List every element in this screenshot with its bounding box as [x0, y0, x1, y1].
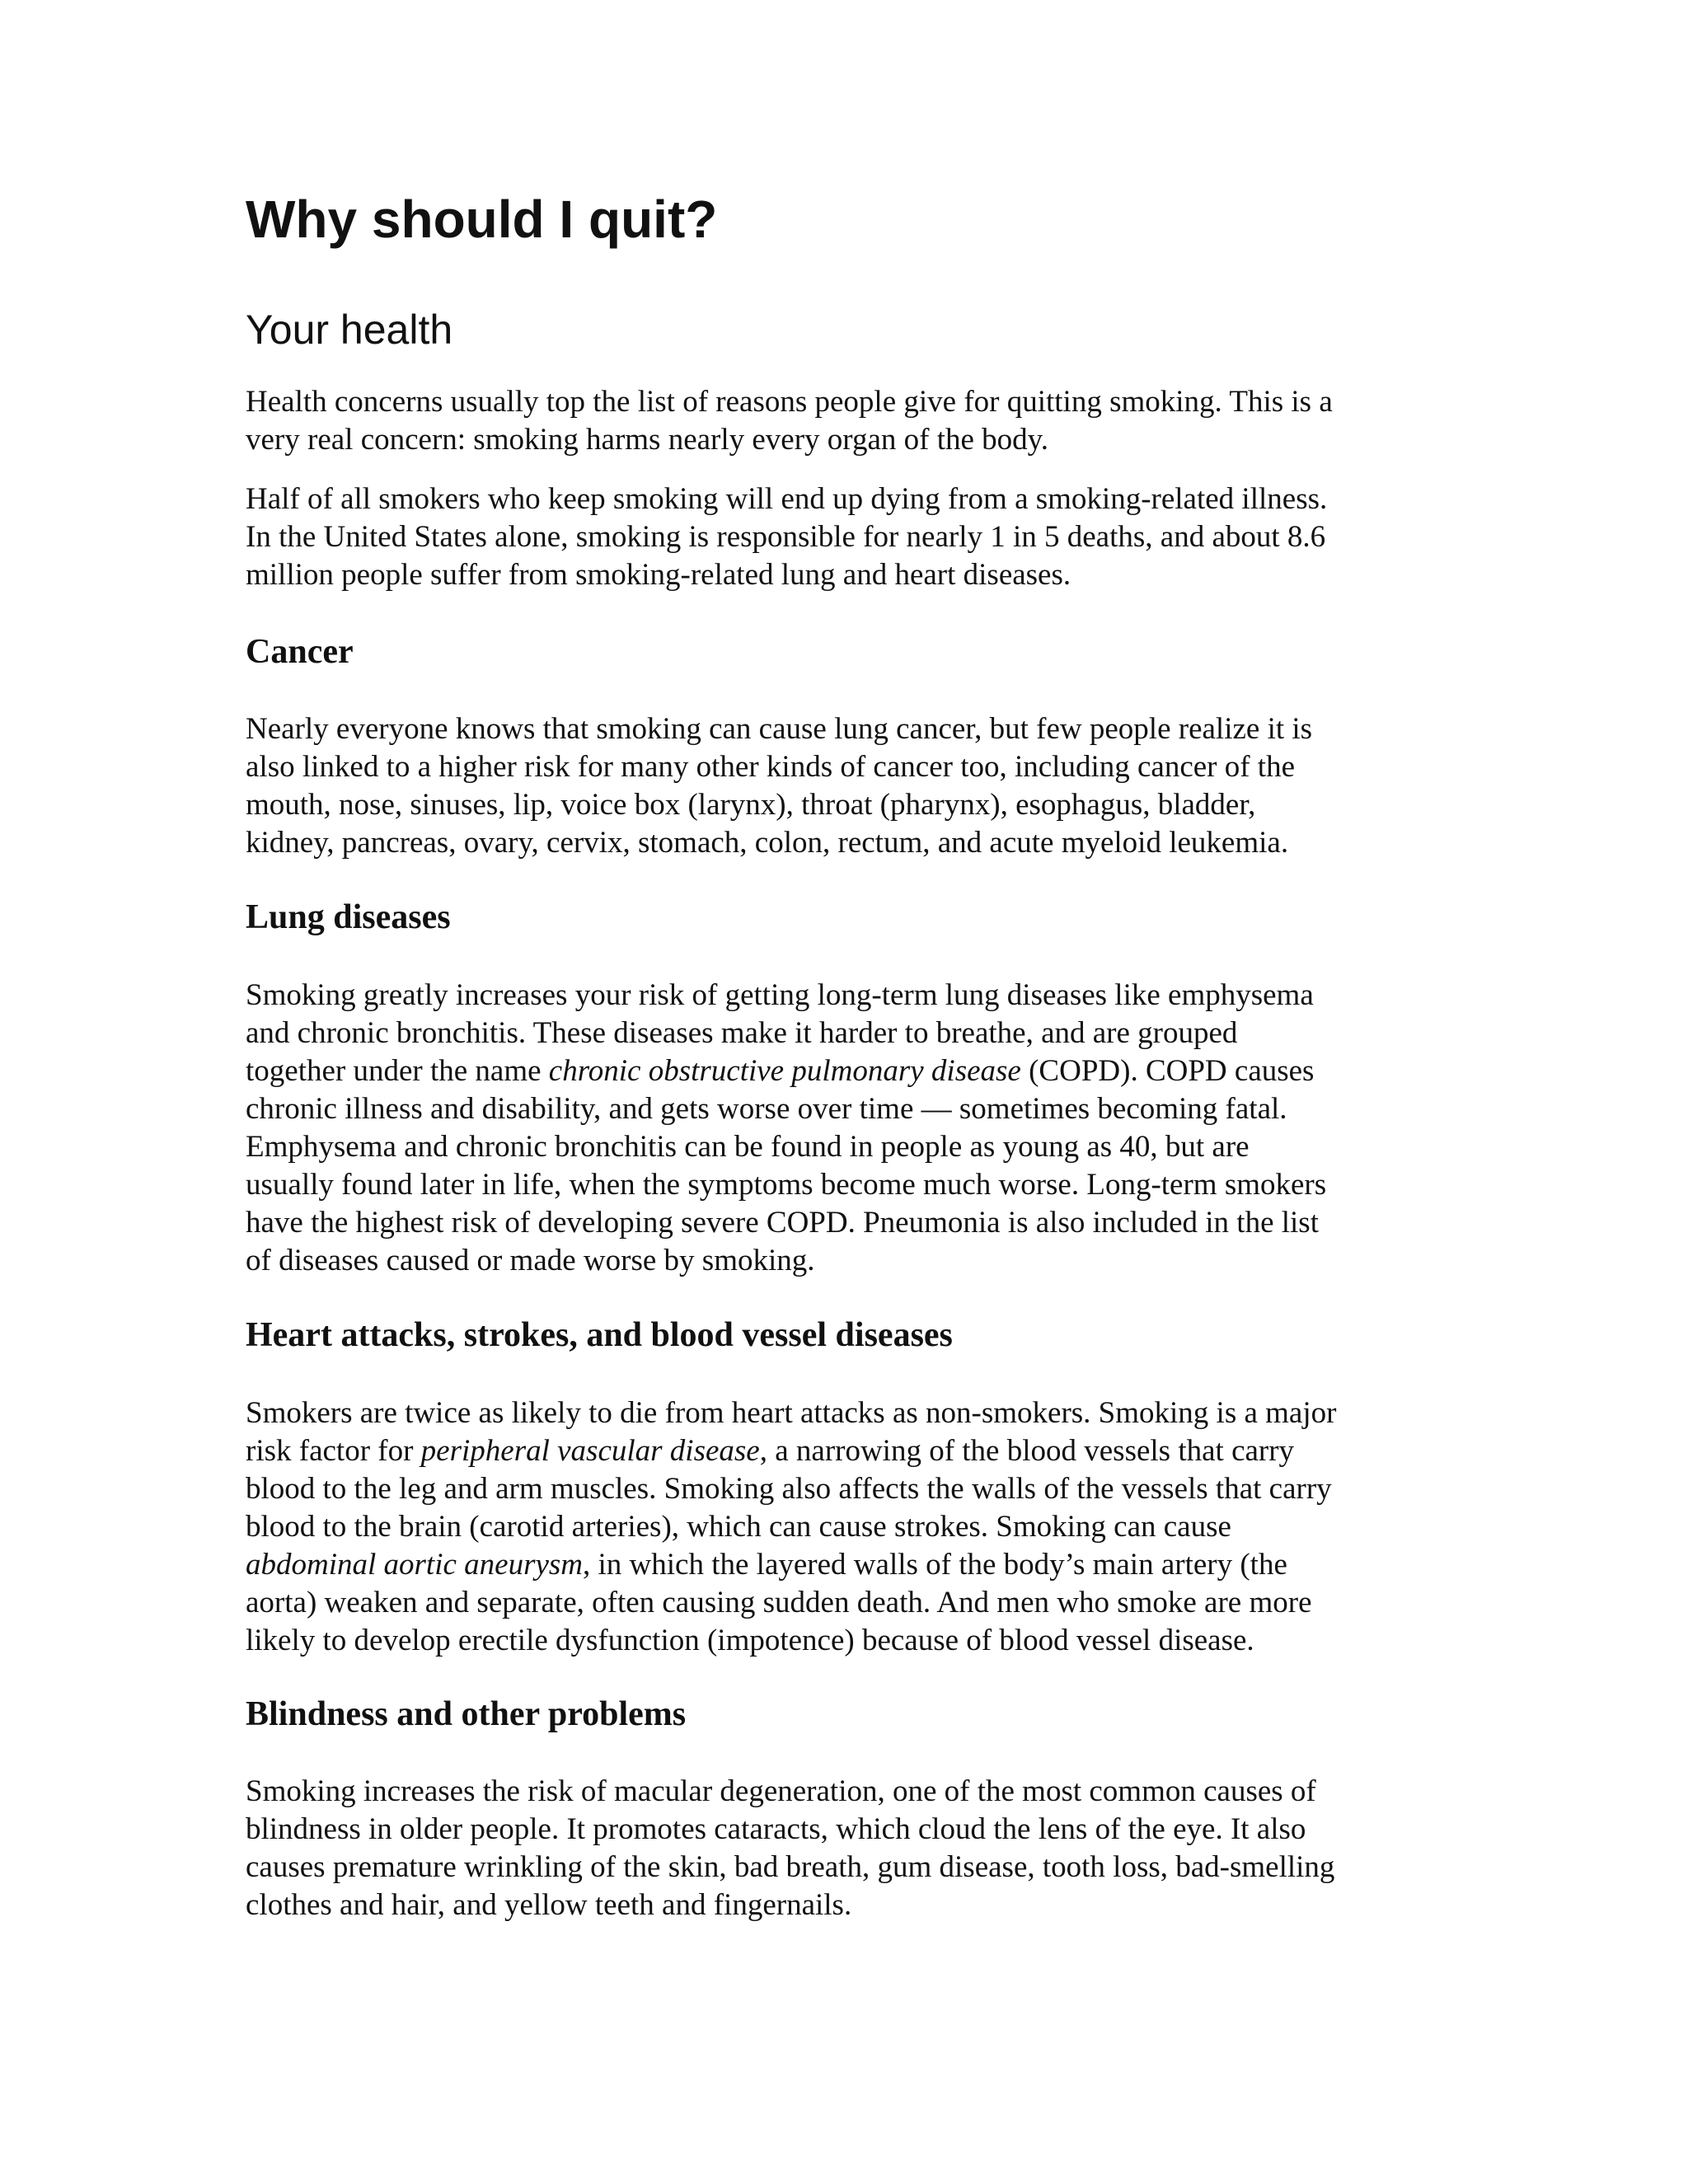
- text-line: In the United States alone, smoking is responsible for nearly 1 in 5 deaths, and about 8.6: [246, 520, 1326, 554]
- text-run: (COPD). COPD causes: [1020, 1054, 1315, 1088]
- text-line: Smokers are twice as likely to die from heart attacks as non-smokers. Smoking is a major: [246, 1396, 1337, 1430]
- text-line: blindness in older people. It promotes cataracts, which cloud the lens of the eye. It also: [246, 1812, 1306, 1846]
- text-line: Health concerns usually top the list of reasons people give for quitting smoking. This is a: [246, 385, 1333, 419]
- text-line: mouth, nose, sinuses, lip, voice box (larynx), throat (pharynx), esophagus, bladder,: [246, 788, 1256, 822]
- text-line: million people suffer from smoking-related lung and heart diseases.: [246, 558, 1071, 592]
- text-line: chronic illness and disability, and gets worse over time — sometimes becoming fatal.: [246, 1092, 1287, 1126]
- intro-paragraph-2: [246, 480, 1442, 594]
- term-copd: chronic obstructive pulmonary disease: [548, 1054, 1021, 1088]
- text-line: have the highest risk of developing severe COPD. Pneumonia is also included in the list: [246, 1206, 1319, 1240]
- heart-paragraph: [246, 1394, 1442, 1660]
- text-line: usually found later in life, when the symptoms become much worse. Long-term smokers: [246, 1168, 1327, 1202]
- text-run: , in which the layered walls of the body’s main artery (the: [583, 1548, 1287, 1582]
- cancer-paragraph: [246, 710, 1442, 862]
- text-line: Smoking greatly increases your risk of getting long-term lung diseases like emphysema: [246, 978, 1314, 1012]
- heading-cancer: Cancer: [246, 633, 354, 671]
- text-line: blood to the leg and arm muscles. Smoking also affects the walls of the vessels that carry: [246, 1472, 1332, 1506]
- section-title-your-health: Your health: [246, 307, 453, 353]
- text-line: and chronic bronchitis. These diseases make it harder to breathe, and are grouped: [246, 1016, 1238, 1050]
- text-run: , a narrowing of the blood vessels that carry: [759, 1434, 1295, 1468]
- text-line: likely to develop erectile dysfunction (impotence) because of blood vessel disease.: [246, 1624, 1254, 1657]
- text-line: kidney, pancreas, ovary, cervix, stomach, colon, rectum, and acute myeloid leukemia.: [246, 826, 1289, 860]
- text-line: Emphysema and chronic bronchitis can be found in people as young as 40, but are: [246, 1130, 1250, 1164]
- text-run: risk factor for: [246, 1434, 421, 1468]
- text-line: very real concern: smoking harms nearly every organ of the body.: [246, 423, 1048, 457]
- text-line: also linked to a higher risk for many other kinds of cancer too, including cancer of the: [246, 750, 1296, 784]
- heading-blindness: Blindness and other problems: [246, 1695, 687, 1733]
- lung-paragraph: [246, 977, 1442, 1280]
- text-line: blood to the brain (carotid arteries), which can cause strokes. Smoking can cause: [246, 1510, 1231, 1544]
- text-line: Smoking increases the risk of macular degeneration, one of the most common causes of: [246, 1774, 1316, 1808]
- text-line: aorta) weaken and separate, often causing sudden death. And men who smoke are more: [246, 1586, 1312, 1619]
- text-line: Half of all smokers who keep smoking will end up dying from a smoking-related illness.: [246, 482, 1328, 516]
- page-title: Why should I quit?: [246, 190, 718, 249]
- text-line: [246, 1546, 1442, 1584]
- heading-lung-diseases: Lung diseases: [246, 898, 451, 936]
- text-line: of diseases caused or made worse by smoking.: [246, 1244, 815, 1277]
- text-line: Nearly everyone knows that smoking can cause lung cancer, but few people realize it is: [246, 712, 1313, 746]
- term-peripheral-vascular-disease: peripheral vascular disease: [420, 1434, 760, 1468]
- text-line: clothes and hair, and yellow teeth and fingernails.: [246, 1888, 852, 1922]
- intro-paragraph-1: [246, 383, 1442, 459]
- text-line: causes premature wrinkling of the skin, bad breath, gum disease, tooth loss, bad-smelling: [246, 1850, 1335, 1884]
- text-line: [246, 1432, 1442, 1470]
- text-run: together under the name: [246, 1054, 549, 1088]
- heading-heart-diseases: Heart attacks, strokes, and blood vessel diseases: [246, 1316, 953, 1354]
- blindness-paragraph: [246, 1773, 1442, 1924]
- text-line: [246, 1052, 1442, 1090]
- term-abdominal-aortic-aneurysm: abdominal aortic aneurysm: [246, 1548, 584, 1582]
